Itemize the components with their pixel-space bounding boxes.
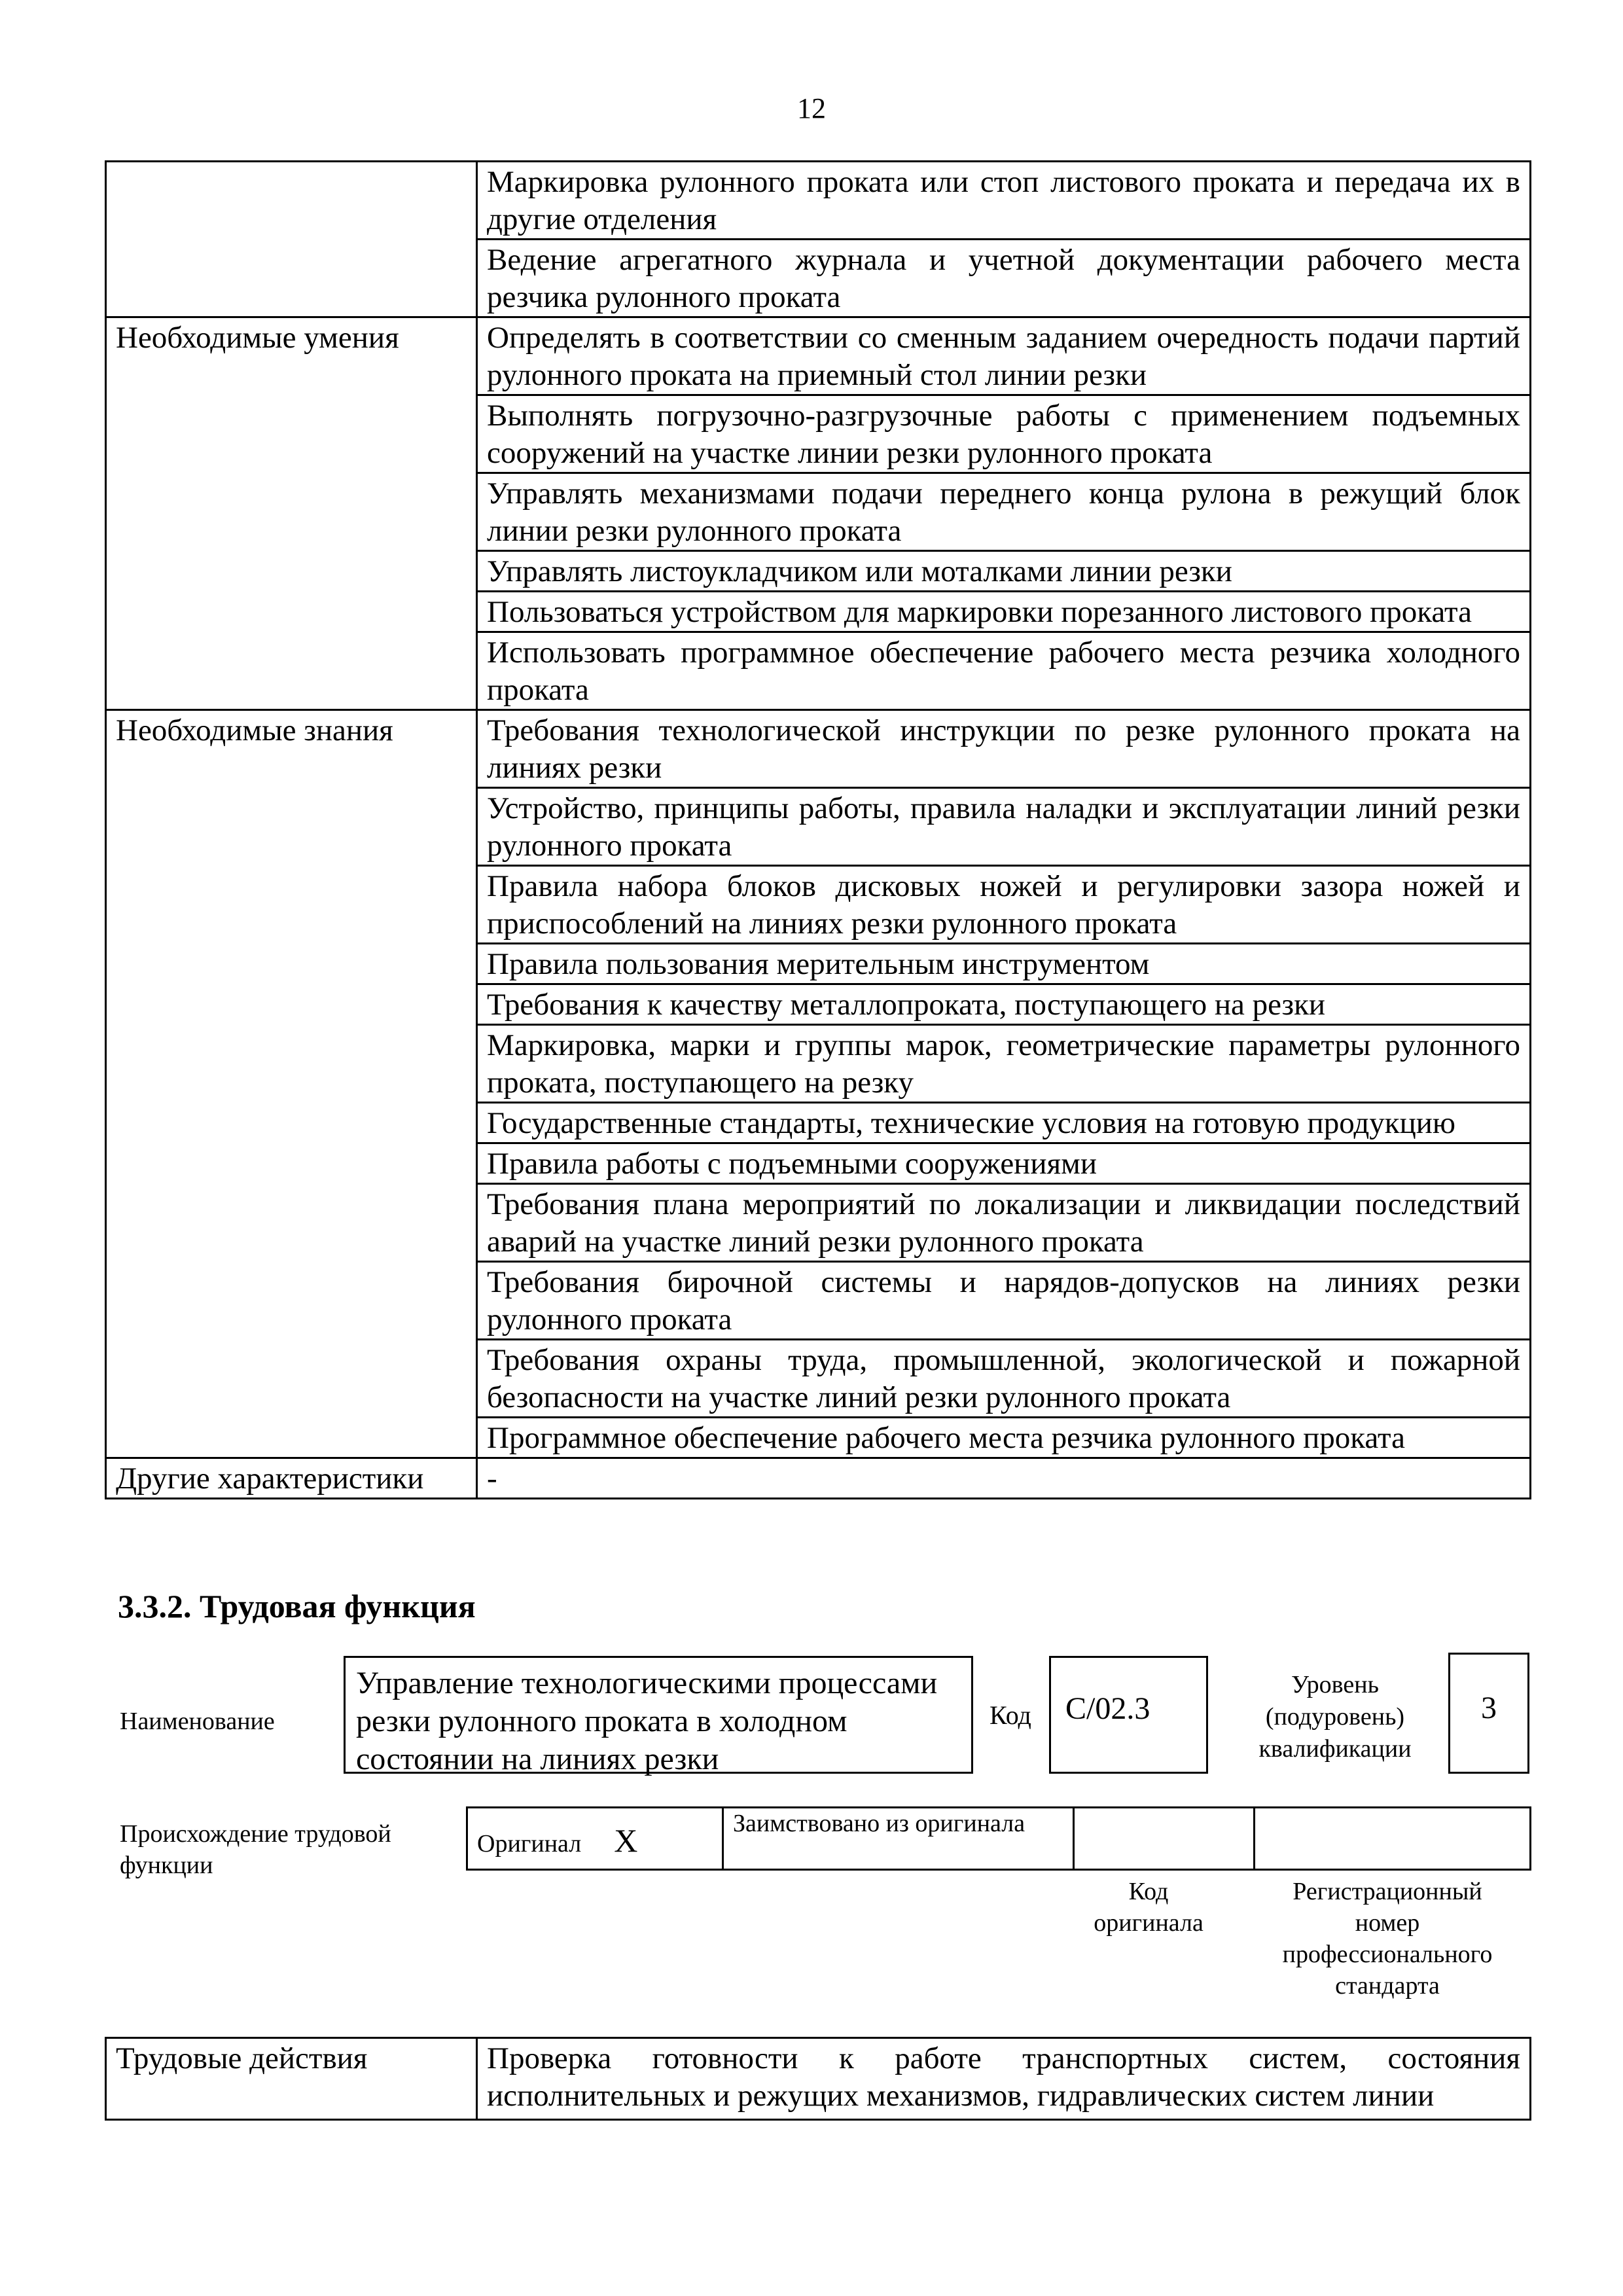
- row-item: Устройство, принципы работы, правила наладки и эксплуатации линий резки рулонного проката: [477, 788, 1531, 866]
- labor-actions-value: Проверка готовности к работе транспортных систем, состояния исполнительных и режущих механизмов, гидравлических систем линии: [477, 2038, 1531, 2120]
- name-label: Наименование: [120, 1708, 275, 1735]
- row-item: Управлять листоукладчиком или моталками линии резки: [477, 551, 1531, 592]
- row-item: Маркировка рулонного проката или стоп листового проката и передача их в другие отделения: [477, 162, 1531, 240]
- table-row: [106, 162, 1531, 240]
- original-code-caption: [1073, 1876, 1224, 1939]
- row-item: Ведение агрегатного журнала и учетной документации рабочего места резчика рулонного проката: [477, 240, 1531, 317]
- qualification-level-label: [1230, 1669, 1440, 1765]
- registration-number-cell: [1255, 1808, 1531, 1870]
- row-item: Программное обеспечение рабочего места резчика рулонного проката: [477, 1418, 1531, 1458]
- skills-knowledge-table: [105, 160, 1531, 1499]
- code-value-box: С/02.3: [1049, 1656, 1208, 1774]
- row-item: Требования технологической инструкции по резке рулонного проката на линиях резки: [477, 710, 1531, 788]
- row-item: Требования охраны труда, промышленной, экологической и пожарной безопасности на участке линий резки рулонного проката: [477, 1340, 1531, 1418]
- reg-caption-line-2: номер: [1355, 1909, 1420, 1937]
- original-code-cell: [1074, 1808, 1255, 1870]
- reg-caption-line-3: профессионального: [1282, 1941, 1493, 1968]
- qualification-level-box: 3: [1448, 1653, 1529, 1774]
- row-item: Управлять механизмами подачи переднего конца рулона в режущий блок линии резки рулонного проката: [477, 473, 1531, 551]
- row-label: Другие характеристики: [106, 1458, 477, 1499]
- row-item: Правила работы с подъемными сооружениями: [477, 1143, 1531, 1184]
- original-label: Оригинал: [477, 1830, 582, 1857]
- row-item: Государственные стандарты, технические условия на готовую продукцию: [477, 1103, 1531, 1143]
- level-label-line-3: квалификации: [1258, 1735, 1412, 1763]
- registration-number-caption: [1247, 1876, 1528, 2001]
- original-mark: X: [614, 1822, 638, 1859]
- table-row: [106, 1458, 1531, 1499]
- reg-caption-line-4: стандарта: [1335, 1972, 1440, 2000]
- row-item: Пользоваться устройством для маркировки порезанного листового проката: [477, 592, 1531, 632]
- labor-actions-label: Трудовые действия: [106, 2038, 477, 2120]
- table-row: [106, 317, 1531, 395]
- origin-table: [466, 1806, 1531, 1871]
- code-caption-line-1: Код: [1128, 1878, 1169, 1905]
- table-row: [106, 710, 1531, 788]
- row-item: Требования бирочной системы и нарядов-допусков на линиях резки рулонного проката: [477, 1262, 1531, 1340]
- labor-actions-table: [105, 2037, 1531, 2121]
- row-item: Требования к качеству металлопроката, поступающего на резки: [477, 984, 1531, 1025]
- reg-caption-line-1: Регистрационный: [1293, 1878, 1482, 1905]
- row-item: Правила пользования мерительным инструментом: [477, 944, 1531, 984]
- code-label: Код: [990, 1700, 1031, 1730]
- row-item: Выполнять погрузочно-разгрузочные работы с применением подъемных сооружений на участке линии резки рулонного проката: [477, 395, 1531, 473]
- row-item: -: [477, 1458, 1531, 1499]
- code-caption-line-2: оригинала: [1094, 1909, 1204, 1937]
- level-label-line-2: (подуровень): [1265, 1703, 1405, 1731]
- origin-label: Происхождение трудовой функции: [120, 1820, 391, 1879]
- level-label-line-1: Уровень: [1291, 1671, 1379, 1698]
- original-cell: [467, 1808, 723, 1870]
- row-label: Необходимые знания: [106, 710, 477, 1458]
- page-number: 12: [797, 92, 826, 124]
- function-name-box: Управление технологическими процессами резки рулонного проката в холодном состоянии на линиях резки: [344, 1656, 973, 1774]
- section-title: 3.3.2. Трудовая функция: [118, 1588, 476, 1624]
- row-item: Правила набора блоков дисковых ножей и регулировки зазора ножей и приспособлений на линиях резки рулонного проката: [477, 866, 1531, 944]
- row-label: Необходимые умения: [106, 317, 477, 710]
- row-item: Использовать программное обеспечение рабочего места резчика холодного проката: [477, 632, 1531, 710]
- row-label: [106, 162, 477, 317]
- row-item: Маркировка, марки и группы марок, геометрические параметры рулонного проката, поступающего на резку: [477, 1025, 1531, 1103]
- borrowed-cell: Заимствовано из оригинала: [723, 1808, 1074, 1870]
- row-item: Определять в соответствии со сменным заданием очередность подачи партий рулонного проката на приемный стол линии резки: [477, 317, 1531, 395]
- row-item: Требования плана мероприятий по локализации и ликвидации последствий аварий на участке линий резки рулонного проката: [477, 1184, 1531, 1262]
